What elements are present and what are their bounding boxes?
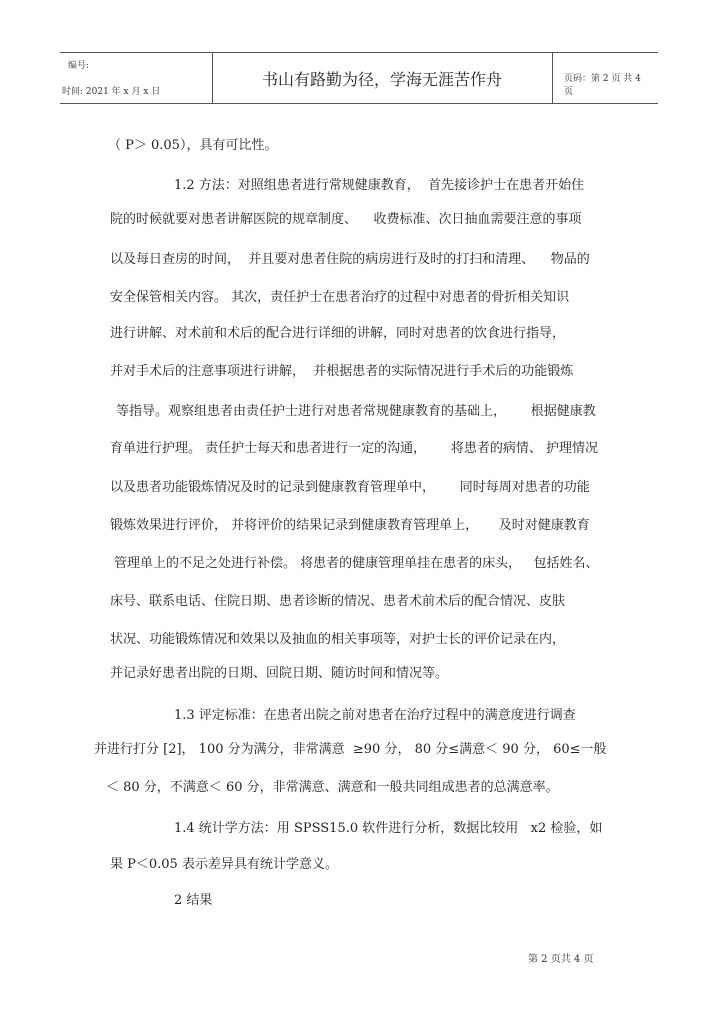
body-line: 安全保管相关内容。 其次，责任护士在患者治疗的过程中对患者的骨折相关知识 (110, 290, 570, 305)
body-line: 以及每日查房的时间， 并且要对患者住院的病房进行及时的打扫和清理、 物品的 (110, 252, 590, 267)
body-line: （ P＞ 0.05），具有可比性。 (108, 138, 278, 153)
body-line: 1.4 统计学方法：用 SPSS15.0 软件进行分析，数据比较用 x2 检验，如 (174, 821, 603, 836)
page-header (60, 52, 658, 104)
body-line: 锻炼效果进行评价， 并将评价的结果记录到健康教育管理单上， 及时对健康教育 (110, 518, 590, 533)
body-line: 状况、功能锻炼情况和效果以及抽血的相关事项等，对护士长的评价记录在内， (110, 632, 566, 647)
body-line: 等指导。观察组患者由责任护士进行对患者常规健康教育的基础上， 根据健康教 (116, 404, 596, 419)
body-line: 院的时候就要对患者讲解医院的规章制度、 收费标准、次日抽血需要注意的事项 (110, 212, 582, 227)
body-line: 果 P＜0.05 表示差异具有统计学意义。 (110, 857, 338, 872)
body-line: 以及患者功能锻炼情况及时的记录到健康教育管理单中， 同时每周对患者的功能 (110, 480, 590, 495)
body-line: 并进行打分 [2]， 100 分为满分，非常满意 ≥90 分， 80 分≤满意＜ 90 分， 60≤一般 (94, 742, 607, 757)
page-footer: 第 2 页共 4 页 (528, 954, 594, 965)
header-page-label: 页码：第 2 页 共 4 (564, 74, 641, 84)
body-line: 床号、联系电话、住院日期、患者诊断的情况、患者术前术后的配合情况、皮肤 (110, 594, 566, 609)
body-line: 进行讲解、对术前和术后的配合进行详细的讲解，同时对患者的饮食进行指导， (110, 326, 566, 341)
body-line: 1.3 评定标准：在患者出院之前对患者在治疗过程中的满意度进行调查 (174, 708, 576, 723)
body-line: 育单进行护理。 责任护士每天和患者进行一定的沟通， 将患者的病情、 护理情况 (110, 441, 599, 456)
header-right-cell (552, 53, 658, 103)
header-left-cell (60, 53, 213, 103)
body-line: 并记录好患者出院的日期、回院日期、随访时间和情况等。 (110, 666, 449, 681)
document-time-label: 时间: 2021 年 x 月 x 日 (62, 87, 161, 97)
body-line: ＜ 80 分，不满意＜ 60 分，非常满意、满意和一般共同组成患者的总满意率。 (106, 780, 559, 795)
document-number-label: 编号: (68, 61, 90, 71)
header-motto: 书山有路勤为径，学海无涯苦作舟 (261, 70, 502, 89)
section-heading: 2 结果 (174, 893, 213, 908)
header-middle-cell (212, 53, 553, 103)
body-line: 并对手术后的注意事项进行讲解， 并根据患者的实际情况进行手术后的功能锻炼 (110, 364, 574, 379)
body-line: 管理单上的不足之处进行补偿。 将患者的健康管理单挂在患者的床头， 包括姓名、 (114, 556, 599, 571)
body-line: 1.2 方法：对照组患者进行常规健康教育， 首先接诊护士在患者开始住 (174, 178, 585, 193)
header-page-label-continued: 页 (564, 87, 574, 97)
